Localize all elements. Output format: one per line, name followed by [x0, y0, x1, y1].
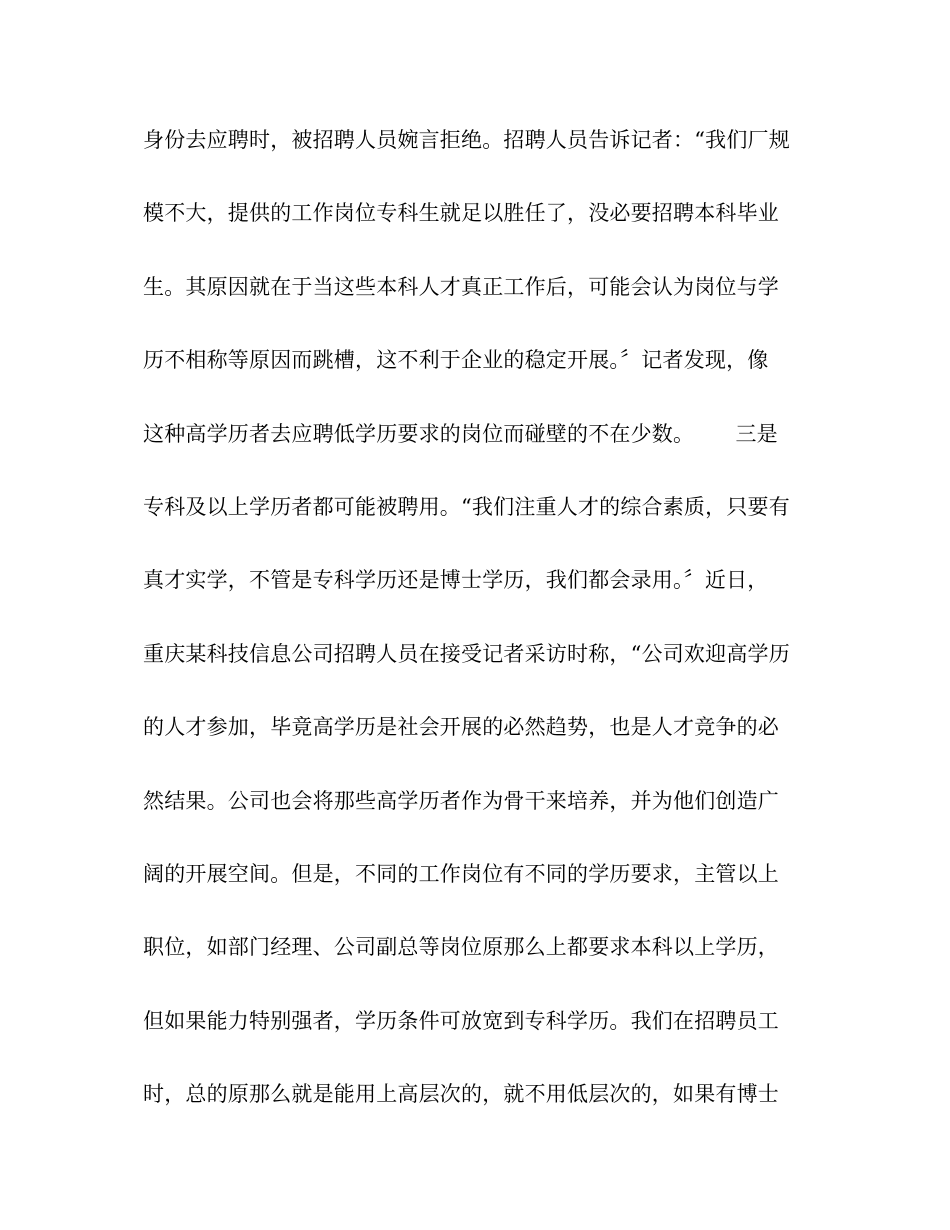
- text-line: 重庆某科技信息公司招聘人员在接受记者采访时称，“公司欢迎高学历: [143, 641, 790, 666]
- text-line: 的人才参加，毕竟高学历是社会开展的必然趋势，也是人才竞争的必: [143, 715, 779, 740]
- text-line: 但如果能力特别强者，学历条件可放宽到专科学历。我们在招聘员工: [143, 1008, 779, 1033]
- text-line: 然结果。公司也会将那些高学历者作为骨干来培养，并为他们创造广: [143, 788, 779, 813]
- text-line: 职位，如部门经理、公司副总等岗位原那么上都要求本科以上学历，: [143, 935, 779, 960]
- text-line: 阔的开展空间。但是，不同的工作岗位有不同的学历要求，主管以上: [143, 861, 779, 886]
- text-line: 历不相称等原因而跳槽，这不利于企业的稳定开展。〞记者发现，像: [143, 348, 769, 373]
- text-line: 时，总的原那么就是能用上高层次的，就不用低层次的，如果有博士: [143, 1082, 779, 1107]
- text-line: 真才实学，不管是专科学历还是博士学历，我们都会录用。〞近日，: [143, 568, 769, 593]
- text-line: 身份去应聘时，被招聘人员婉言拒绝。招聘人员告诉记者：“我们厂规: [143, 128, 790, 152]
- body-text: [143, 118, 823, 1145]
- text-line: 专科及以上学历者都可能被聘用。“我们注重人才的综合素质，只要有: [143, 494, 790, 519]
- text-line: 模不大，提供的工作岗位专科生就足以胜任了，没必要招聘本科毕业: [143, 201, 779, 226]
- text-line: 这种高学历者去应聘低学历要求的岗位而碰壁的不在少数。 三是: [143, 421, 778, 446]
- text-line: 生。其原因就在于当这些本科人才真正工作后，可能会认为岗位与学: [143, 274, 779, 299]
